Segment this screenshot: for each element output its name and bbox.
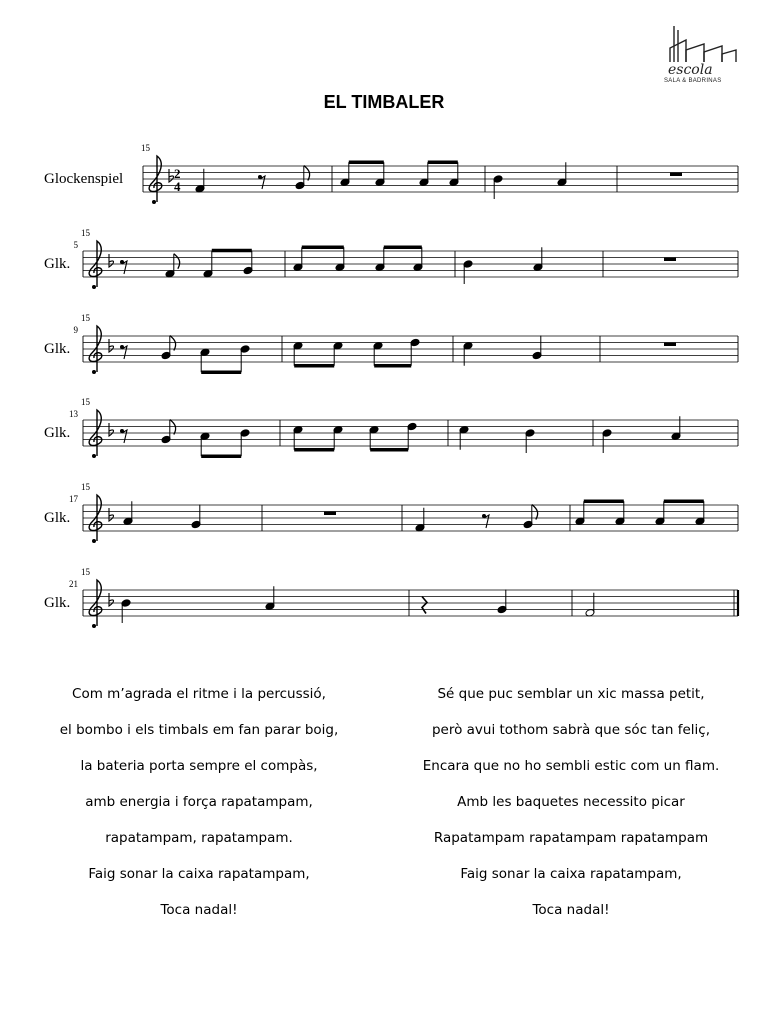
instrument-label: Glk. <box>44 425 71 441</box>
quarter-rest <box>422 597 427 614</box>
lyric-line: Encara que no ho sembli estic com un flam. <box>422 758 720 774</box>
clef-octave-label: 15 <box>81 397 90 407</box>
lyric-line: amb energia i força rapatampam, <box>85 794 313 810</box>
whole-rest <box>324 512 336 516</box>
clef-octave-label: 15 <box>81 228 90 238</box>
eighth-rest-stroke <box>122 430 127 443</box>
page-title: EL TIMBALER <box>323 92 445 112</box>
measure-number: 21 <box>69 579 78 589</box>
lyric-line: Com m’agrada el ritme i la percussió, <box>72 686 326 702</box>
lyric-line: el bombo i els timbals em fan parar boig, <box>59 722 339 738</box>
lyric-line: Toca nadal! <box>532 902 610 918</box>
lyric-line: Faig sonar la caixa rapatampam, <box>460 866 682 882</box>
treble-clef-tail <box>92 370 96 374</box>
measure-number: 5 <box>73 240 78 250</box>
lyric-line: Rapatampam rapatampam rapatampam <box>433 830 709 846</box>
clef-octave-label: 15 <box>81 567 90 577</box>
note-flag <box>532 505 538 520</box>
lyric-line: la bateria porta sempre el compàs, <box>80 758 318 774</box>
note-flag <box>170 420 176 435</box>
flat-icon <box>169 169 174 182</box>
clef-octave-label: 15 <box>81 482 90 492</box>
instrument-label: Glk. <box>44 341 71 357</box>
whole-rest <box>664 343 676 347</box>
lyric-line: Sé que puc semblar un xic massa petit, <box>437 686 705 702</box>
time-signature-top: 2 <box>174 166 181 181</box>
measure-number: 9 <box>73 325 78 335</box>
note-flag <box>174 254 180 269</box>
treble-clef-tail <box>92 454 96 458</box>
measure-number: 13 <box>69 409 78 419</box>
instrument-label: Glk. <box>44 595 71 611</box>
flat-icon <box>109 593 114 606</box>
flat-icon <box>109 254 114 267</box>
time-signature-bottom: 4 <box>174 179 181 194</box>
clef-octave-label: 15 <box>81 313 90 323</box>
instrument-label: Glk. <box>44 510 71 526</box>
eighth-rest-stroke <box>260 176 265 189</box>
treble-clef-tail <box>152 200 156 204</box>
eighth-rest-stroke <box>122 346 127 359</box>
eighth-rest-stroke <box>484 515 489 528</box>
instrument-label: Glockenspiel <box>44 171 124 187</box>
logo-subtitle: SALA & BADRINAS <box>664 78 722 84</box>
note-flag <box>170 336 176 351</box>
treble-clef-tail <box>92 539 96 543</box>
instrument-label: Glk. <box>44 256 71 272</box>
lyrics-column-left <box>14 680 384 932</box>
note-flag <box>304 166 310 181</box>
logo-wordmark: escola <box>668 62 713 78</box>
lyrics-column-right <box>386 680 756 932</box>
lyric-line: Amb les baquetes necessito picar <box>457 794 685 810</box>
lyric-line: rapatampam, rapatampam. <box>105 830 293 846</box>
lyric-line: Toca nadal! <box>160 902 238 918</box>
flat-icon <box>109 423 114 436</box>
treble-clef-tail <box>92 285 96 289</box>
whole-rest <box>664 258 676 262</box>
whole-rest <box>670 173 682 177</box>
flat-icon <box>109 508 114 521</box>
lyric-line: Faig sonar la caixa rapatampam, <box>88 866 310 882</box>
lyric-line: però avui tothom sabrà que sóc tan feliç, <box>431 722 711 738</box>
clef-octave-label: 15 <box>141 143 150 153</box>
eighth-rest-stroke <box>122 261 127 274</box>
flat-icon <box>109 339 114 352</box>
treble-clef-tail <box>92 624 96 628</box>
measure-number: 17 <box>69 494 78 504</box>
